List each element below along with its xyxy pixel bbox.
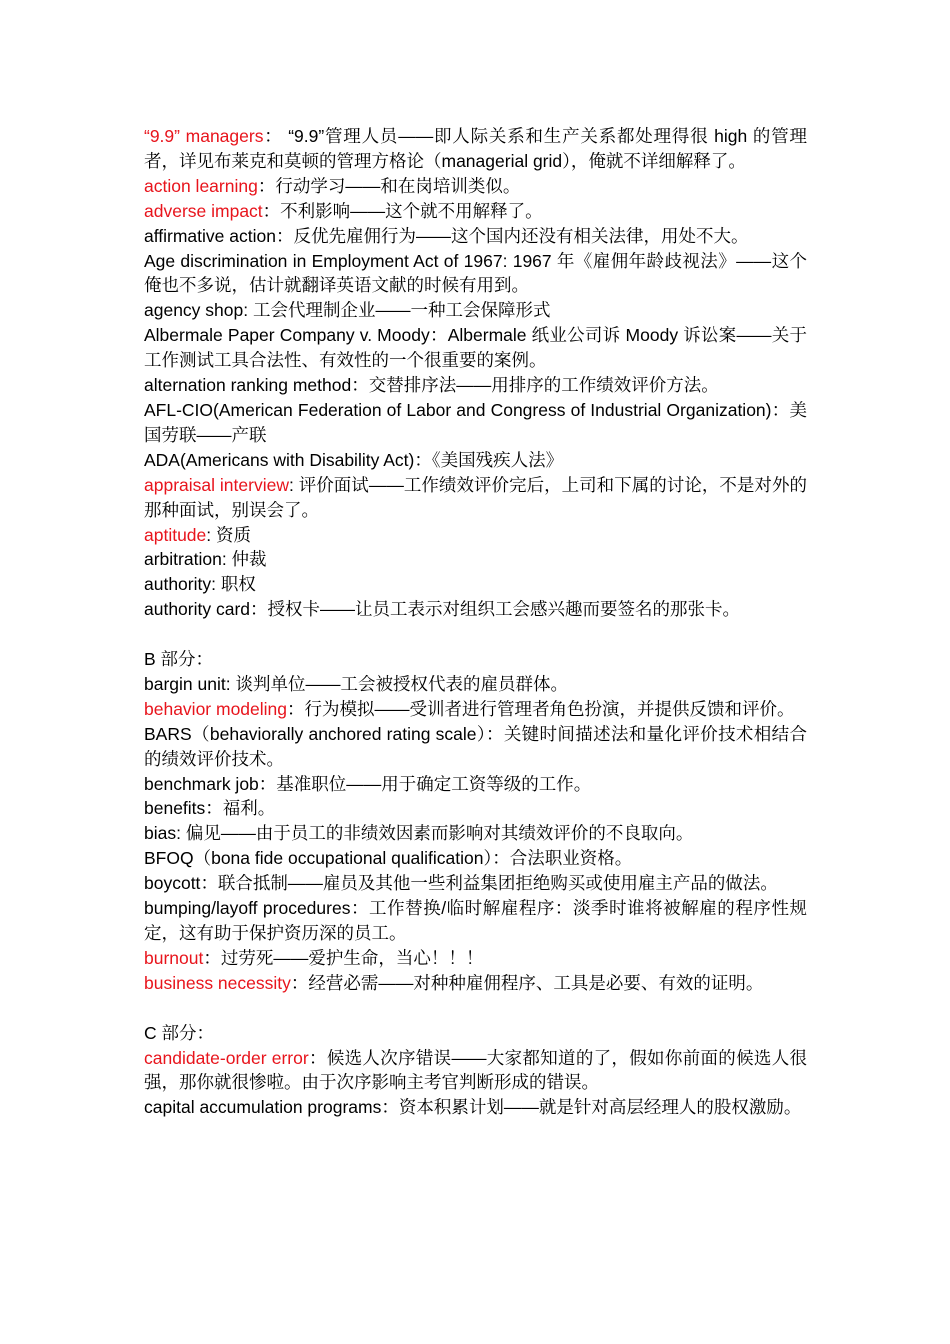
- glossary-entry: [144, 473, 807, 523]
- glossary-definition: ：《美国残疾人法》: [414, 449, 564, 470]
- glossary-term: BFOQ（bona fide occupational qualification）: [144, 848, 493, 869]
- glossary-definition: ：行为模拟——受训者进行管理者角色扮演，并提供反馈和评价。: [287, 698, 795, 719]
- glossary-term: alternation ranking method: [144, 375, 352, 396]
- section-spacer: [144, 622, 807, 647]
- glossary-definition: : 仲裁: [221, 549, 267, 570]
- glossary-term: BARS（behaviorally anchored rating scale）: [144, 723, 486, 744]
- glossary-entry: [144, 772, 807, 797]
- glossary-entry: [144, 298, 807, 323]
- glossary-definition: ：美国劳联——产联: [144, 399, 808, 445]
- glossary-definition: ：交替排序法——用排序的工作绩效评价方法。: [351, 375, 719, 396]
- glossary-definition: ： “9.9”管理人员——即人际关系和生产关系都处理得很 high 的管理者，详见布莱克和莫顿的管理方格论（managerial grid），俺就不详细解释了。: [144, 126, 807, 171]
- glossary-entry: [144, 597, 807, 622]
- glossary-term: authority: [144, 574, 212, 595]
- glossary-term: boycott: [144, 873, 201, 894]
- glossary-definition: : 偏见——由于员工的非绩效因素而影响对其绩效评价的不良取向。: [176, 823, 694, 844]
- glossary-entry: [144, 124, 807, 174]
- glossary-entry: [144, 199, 807, 224]
- glossary-term: adverse impact: [144, 200, 263, 221]
- glossary-term: behavior modeling: [144, 698, 288, 719]
- glossary-definition: ：关键时间描述法和量化评价技术相结合的绩效评价技术。: [144, 723, 807, 769]
- glossary-term: Albermale Paper Company v. Moody: [144, 325, 430, 346]
- glossary-term: aptitude: [144, 524, 207, 545]
- glossary-definition: : 职权: [211, 574, 256, 595]
- glossary-term: action learning: [144, 175, 258, 196]
- glossary-definition: ：联合抵制——雇员及其他一些利益集团拒绝购买或使用雇主产品的做法。: [200, 873, 778, 894]
- glossary-entry: [144, 971, 807, 996]
- glossary-definition: ：合法职业资格。: [492, 848, 633, 869]
- glossary-term: authority card: [144, 599, 251, 620]
- glossary-term: arbitration: [144, 549, 222, 570]
- glossary-term: candidate-order error: [144, 1047, 309, 1068]
- glossary-definition: : 1967 年《雇佣年龄歧视法》——这个俺也不多说，估计就翻译英语文献的时候有用到。: [144, 250, 807, 296]
- glossary-definition: ：过劳死——爱护生命，当心！！！: [203, 947, 484, 968]
- glossary-term: business necessity: [144, 972, 291, 993]
- glossary-term: agency shop: [144, 300, 244, 321]
- glossary-definition: ：经营必需——对种种雇佣程序、工具是必要、有效的证明。: [290, 972, 764, 993]
- glossary-entry: [144, 871, 807, 896]
- glossary-entry: [144, 1046, 807, 1096]
- glossary-entry: [144, 796, 807, 821]
- glossary-term: benefits: [144, 798, 206, 819]
- glossary-term: bargin unit: [144, 673, 226, 694]
- glossary-definition: ：不利影响——这个就不用解释了。: [262, 200, 543, 221]
- glossary-entry: [144, 523, 807, 548]
- glossary-entry: [144, 672, 807, 697]
- glossary-definition: : 谈判单位——工会被授权代表的雇员群体。: [225, 673, 568, 694]
- glossary-entry: [144, 1095, 807, 1120]
- glossary-definition: ：Albermale 纸业公司诉 Moody 诉讼案——关于工作测试工具合法性、有效性的一个很重要的案例。: [144, 325, 807, 371]
- glossary-definition: : 工会代理制企业——一种工会保障形式: [243, 300, 551, 321]
- section-heading: B 部分：: [144, 649, 214, 670]
- glossary-document: [144, 124, 807, 1120]
- glossary-definition: ：反优先雇佣行为——这个国内还没有相关法律，用处不大。: [275, 225, 749, 246]
- glossary-definition: ：福利。: [205, 798, 276, 819]
- glossary-entry: [144, 398, 807, 448]
- glossary-term: bumping/layoff procedures: [144, 898, 351, 919]
- glossary-term: affirmative action: [144, 225, 276, 246]
- glossary-term: ADA(Americans with Disability Act): [144, 449, 415, 470]
- glossary-definition: ：行动学习——和在岗培训类似。: [257, 175, 521, 196]
- glossary-term: benchmark job: [144, 773, 259, 794]
- glossary-term: burnout: [144, 947, 204, 968]
- glossary-term: “9.9” managers: [144, 126, 264, 146]
- glossary-entry: [144, 846, 807, 871]
- glossary-term: bias: [144, 823, 177, 844]
- glossary-term: Age discrimination in Employment Act of 1967: [144, 250, 503, 271]
- glossary-entry: [144, 224, 807, 249]
- glossary-entry: [144, 323, 807, 373]
- glossary-term: AFL-CIO(American Federation of Labor and Congress of Industrial Organization): [144, 399, 772, 420]
- glossary-entry: [144, 697, 807, 722]
- glossary-entry: [144, 946, 807, 971]
- glossary-entry: [144, 896, 807, 946]
- glossary-definition: ：授权卡——让员工表示对组织工会感兴趣而要签名的那张卡。: [250, 599, 741, 620]
- glossary-entry: [144, 572, 807, 597]
- glossary-entry: [144, 547, 807, 572]
- glossary-definition: ：资本积累计划——就是针对高层经理人的股权激励。: [381, 1097, 802, 1118]
- glossary-term: capital accumulation programs: [144, 1097, 382, 1118]
- glossary-entry: [144, 373, 807, 398]
- glossary-definition: : 评价面试——工作绩效评价完后，上司和下属的讨论，不是对外的那种面试，别误会了。: [144, 474, 807, 520]
- glossary-definition: ：工作替换/临时解雇程序：淡季时谁将被解雇的程序性规定，这有助于保护资历深的员工。: [144, 898, 807, 943]
- glossary-definition: ：基准职位——用于确定工资等级的工作。: [258, 773, 592, 794]
- glossary-entry: [144, 722, 807, 772]
- section-spacer: [144, 996, 807, 1021]
- glossary-entry: [144, 448, 807, 473]
- section-heading: C 部分：: [144, 1022, 214, 1043]
- glossary-definition: : 资质: [206, 524, 252, 545]
- glossary-entry: [144, 821, 807, 846]
- glossary-entry: [144, 249, 807, 299]
- glossary-term: appraisal interview: [144, 474, 289, 495]
- glossary-entry: [144, 174, 807, 199]
- glossary-definition: ：候选人次序错误——大家都知道的了，假如你前面的候选人很强，那你就很惨啦。由于次序影响主考官判断形成的错误。: [144, 1047, 808, 1093]
